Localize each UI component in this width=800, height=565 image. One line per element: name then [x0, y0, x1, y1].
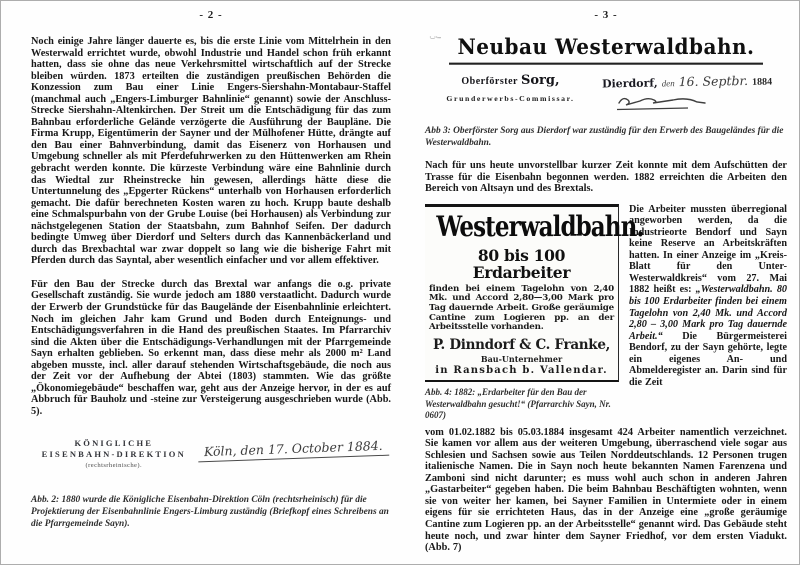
- letterhead-date-block: [197, 434, 391, 459]
- letter-title-wrap: [425, 35, 787, 64]
- handwritten-date: Köln, den 17. October 1884.: [198, 437, 389, 462]
- side-text-column: [629, 204, 787, 422]
- letterhead-line-3: (rechtsrheinische).: [85, 461, 143, 469]
- ad-headline: 80 bis 100 Erdarbeiter: [472, 245, 571, 282]
- letter-date-line: [602, 72, 772, 93]
- ad-body-text: finden bei einem Tagelohn von 2,40 Mk. und Accord 2,80—3,00 Mark pro Tag dauernde Arbeit. Große geräumige Cantine zum Logieren pp. an der Arbeitsstelle vorhanden.: [429, 283, 614, 333]
- page-2: [31, 7, 391, 530]
- letter-place: Dierdorf,: [601, 76, 658, 91]
- scan-artifact: ·–··‐‐: [429, 33, 441, 42]
- page-3: [425, 7, 787, 554]
- caption-abb-2: Abb. 2: 1880 wurde die Königliche Eisenbahn-Direktion Cöln (rechtsrheinisch) für die Projektierung der Eisenbahnlinie Engers-Limburg zuständig (Briefkopf eines Schreibens an die Pfarrgemeinde Sayn).: [31, 494, 389, 529]
- signature-squiggle-icon: [616, 94, 708, 112]
- column-text-part3: Die Bürgermeisterei Bendorf, zu der Sayn gehörte, legte ein eigenes An- und Abmelderegister an. Darin sind für die Zeit: [629, 330, 787, 388]
- letter-figure: [425, 35, 787, 117]
- advertisement-column: [425, 204, 644, 422]
- sender-role: Grunderwerbs-Commissar.: [446, 94, 575, 103]
- caption-abb-3: Abb 3: Oberförster Sorg aus Dierdorf war zuständig für den Erwerb des Baugeländes für die Westerwaldbahn.: [425, 126, 784, 148]
- newspaper-ad-clipping: [425, 204, 644, 383]
- sender-title: Oberförster: [461, 76, 518, 87]
- right-paragraph-outro: vom 01.02.1882 bis 05.03.1884 insgesamt 424 Arbeiter namentlich verzeichnet. Sie kamen vor allem aus der weiteren Umgebung, überraschend viele sogar aus Schlesien und Sachsen sowie aus Teilen Norddeutschlands. 12 Personen trugen italienische Namen. Die in Sayn noch heute bekannten Namen Farenzena und Zamboni sind nicht darunter; es muss wohl auch schon in anderen Jahren „Gastarbeiter“ gegeben haben. Die beim Bahnbau Beschäftigten wohnten, wenn sie von weiter her kamen, bei Sayner Familien in Untermiete oder in einem eigens für sie errichteten Haus, das in der Anzeige eine „große geräumige Cantine zum Logieren pp. an der Arbeitsstelle“ genannt wird. Das Gebäude steht heute noch, und zwar hinter dem Sayner Friedhof, vor dem ersten Viadukt. (Abb. 7): [425, 426, 787, 554]
- sender-name: Sorg,: [520, 73, 560, 88]
- letterhead-authority-block: [31, 434, 197, 469]
- letter-date-year: 1884: [751, 76, 773, 88]
- letter-sender-block: [425, 73, 596, 117]
- ad-company-place: in Ransbach b. Vallendar.: [435, 365, 608, 377]
- column-text-quote: „Westerwaldbahn. 80 bis 100 Erdarbeiter finden bei einem Tagelohn von 2,40 Mk. und Accord 2,80 – 3,00 Mark pro Tag dauernde Arbeit.“: [629, 284, 788, 342]
- letterhead-line-1: KÖNIGLICHE: [74, 437, 154, 448]
- ad-company-name: P. Dinndorf & C. Franke,: [432, 337, 611, 354]
- left-paragraph-1: Noch einige Jahre länger dauerte es, bis die erste Linie vom Mittelrhein in den Westerwald errichtet wurde, obwohl Industrie und Handel schon früh erkannt hatten, dass sie ohne das neue Verkehrsmittel wirtschaftlich auf der Strecke bleiben würden. 1873 erteilten die zuständigen preußischen Behörden die Konzession zum Bau einer Linie Engers-Siershahn-Montabaur-Staffel (manchmal auch „Engers-Limburger Bahnlinie“ genannt) sowie der Anschluss-Strecke Siershahn-Altenkirchen. Der Streit um die Entschädigung für das zum Bahnbau erforderliche Gelände verzögerte die Ausführung der Baupläne. Die Firma Krupp, Eigentümerin der Sayner und der Mülhofener Hütte, drängte auf den Bau einer Bahnverbindung, damit das Eisenerz von Horhausen und Umgebung schneller als mit Pferdefuhrwerken zu den Hüttenwerken am Rhein gebracht werden konnte. Die kürzeste Verbindung wäre eine Bahnlinie durch das Wiedtal zur Rheinstrecke hin gewesen, allerdings hätte diese die Untertunnelung des „Epgerter Rückens“ unterhalb von Horhausen erforderlich gemacht. Die dafür berechneten Kosten waren zu hoch. Krupp baute deshalb eine Schmalspurbahn von der Grube Louise (bei Horhausen) als Verbindung zur nächstgelegenen Station der Staatsbahn, zum Bahnhof Seifen. Der dadurch bedingte Umweg über Dierdorf und Selters durch das Kannenbäckerland und durch das Brexbachtal war zwar doppelt so lang wie die bisherige Fahrt mit Pferden durch das Sayntal, aber wesentlich einfacher und vor allem effektiver.: [31, 36, 391, 267]
- column-text-part1: Die Arbeiter mussten überregional angeworben werden, da die Industrieorte Bendorf und Sayn keine Reserve an Arbeitskräften hatten. In einer Anzeige im „Kreis-Blatt für den Unter-Westerwaldkreis“ vom 27. Mai 1882 heißt es:: [629, 203, 787, 296]
- caption-abb-4: Abb. 4: 1882: „Erdarbeiter für den Bau der Westerwaldbahn gesucht!“ (Pfarrarchiv Sayn, Nr. 0607): [425, 387, 611, 421]
- letter-date-block: [596, 73, 787, 117]
- letter-date-prefix: den: [661, 78, 675, 89]
- letter-date-handwritten: 16. Septbr.: [678, 72, 749, 90]
- letterhead-line-2: EISENBAHN-DIREKTION: [41, 448, 186, 459]
- letterhead-figure: [31, 434, 391, 486]
- sender-name-line: [425, 73, 596, 88]
- ad-company-role: Bau-Unternehmer: [480, 354, 563, 365]
- right-paragraph-intro: Nach für uns heute unvorstellbar kurzer Zeit konnte mit dem Aufschütten der Trasse für die Eisenbahn begonnen werden. 1882 erreichten die Arbeiten den Bereich von Altsayn und des Brextals.: [425, 160, 787, 195]
- advertisement-section: [425, 204, 787, 422]
- page-number-left: - 2 -: [199, 9, 223, 21]
- page-number-right: - 3 -: [594, 9, 618, 21]
- letter-title: Neubau Westerwaldbahn.: [449, 34, 762, 64]
- ad-title: Westerwaldbahn.: [436, 209, 644, 243]
- left-paragraph-2: Für den Bau der Strecke durch das Brextal war anfangs die o.g. private Gesellschaft zuständig. Sie wurde jedoch am 1880 verstaatlicht. Dadurch wurde der Erwerb der Grundstücke für das Baugelände der Eisenbahnlinie erleichtert. Noch im gleichen Jahr kam Grund und Boden durch Enteignungs- und Entschädigungsverfahren in die Hand des preußischen Staates. Im Pfarrarchiv sind die Akten über die Entschädigungs-Verhandlungen mit der Pfarrgemeinde Sayn erhalten geblieben. So erkennt man, dass diese mehr als 2000 m² Land abgeben musste, incl. aller darauf stehenden Wirtschaftsgebäude, die noch aus der Zeit vor der Aufhebung der Abtei (1803) stammten. Wie das größte „Ökonomiegebäude“ beschaffen war, geht aus der Anzeige hervor, in der es auf Abbruch für Bauholz und -steine zur Versteigerung ausgeschrieben wurde (Abb. 5).: [31, 278, 391, 417]
- letter-header-row: [425, 73, 787, 117]
- signature-paraph: [616, 94, 787, 117]
- column-paragraph: [629, 204, 787, 389]
